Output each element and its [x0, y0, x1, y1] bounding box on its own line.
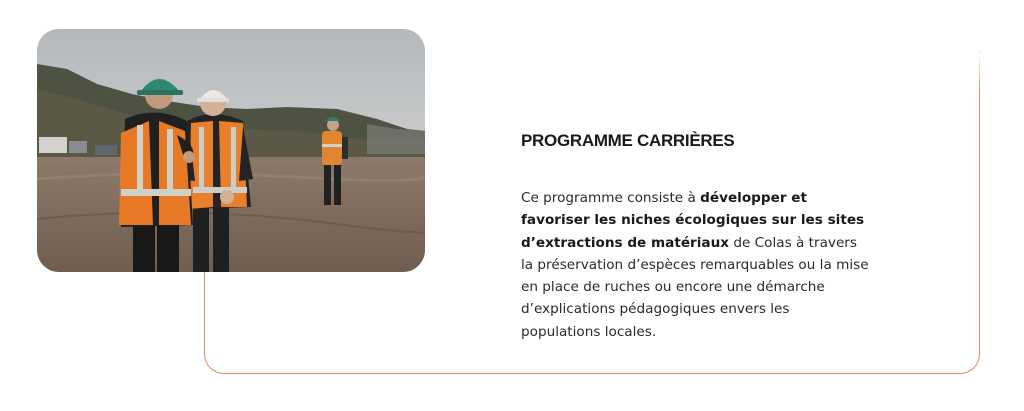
quarry-workers-photo [37, 29, 425, 272]
description-intro: Ce programme consiste à [521, 190, 701, 206]
section-description [521, 187, 873, 343]
description-outro: de Colas à travers la préservation d’espèces remarquables ou la mise en place de ruches ou encore une démarche d’explications pédagogiques envers les populations locales. [521, 234, 869, 340]
description-emphasis: développer et favoriser les niches écologiques sur les sites d’extractions de matériaux [521, 190, 865, 251]
section-title: PROGRAMME CARRIÈRES [521, 131, 735, 150]
text-content [521, 131, 881, 343]
